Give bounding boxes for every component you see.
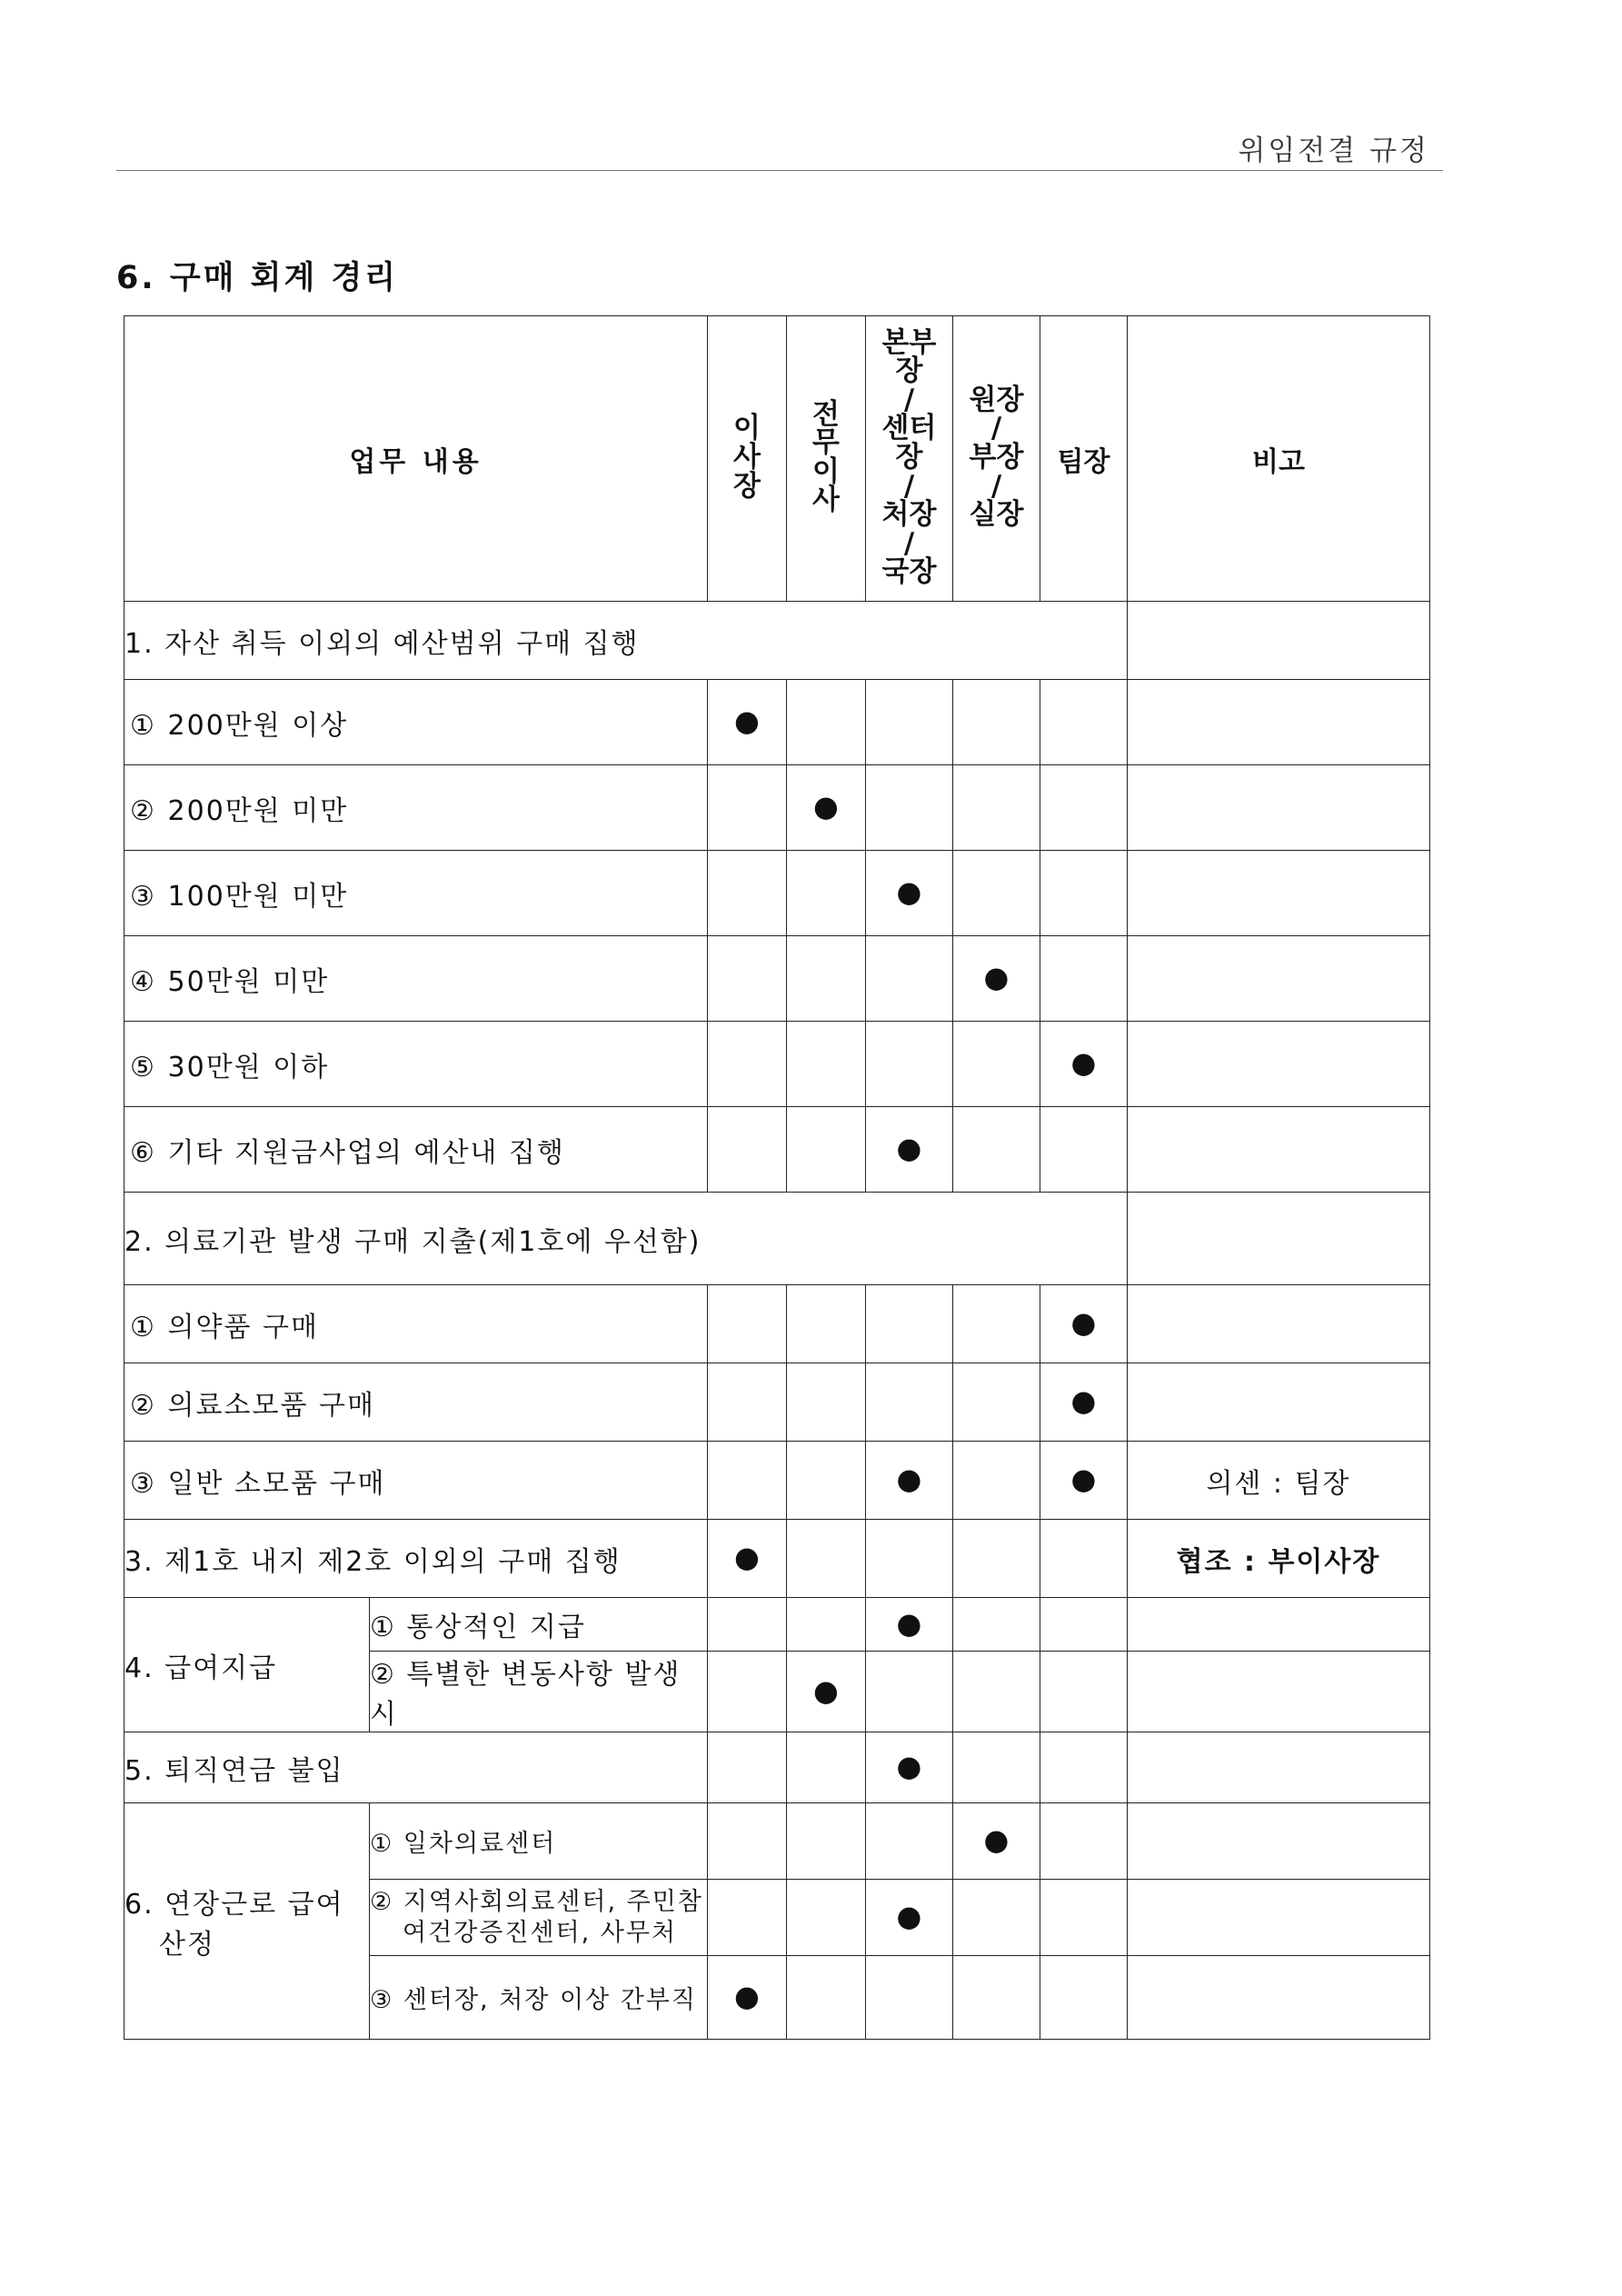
row-label: ⑤ 30만원 이하 bbox=[124, 1022, 708, 1107]
note-cell: 의센 : 팀장 bbox=[1128, 1442, 1430, 1520]
approval-mark: ● bbox=[866, 1732, 953, 1803]
note-cell: 협조 : 부이사장 bbox=[1128, 1520, 1430, 1598]
group-5-label: 5. 퇴직연금 불입 bbox=[124, 1732, 708, 1803]
table-row bbox=[124, 1193, 1430, 1285]
table-row bbox=[124, 1598, 1430, 1652]
header-divider bbox=[116, 170, 1443, 171]
table-row bbox=[124, 1107, 1430, 1193]
approval-mark: ● bbox=[866, 1107, 953, 1193]
approval-mark: ● bbox=[1040, 1022, 1128, 1107]
approval-mark: ● bbox=[866, 1880, 953, 1956]
table-header-row bbox=[124, 316, 1430, 602]
table-row bbox=[124, 765, 1430, 851]
table-row bbox=[124, 1520, 1430, 1598]
delegation-table bbox=[124, 315, 1430, 2040]
header-task: 업무 내용 bbox=[124, 316, 708, 602]
row-label: ① 의약품 구매 bbox=[124, 1285, 708, 1363]
table-row bbox=[124, 851, 1430, 936]
section-title: 6. 구매 회계 경리 bbox=[116, 260, 399, 296]
header-chairman: 이 사 장 bbox=[708, 316, 787, 602]
row-label: ③ 100만원 미만 bbox=[124, 851, 708, 936]
approval-mark: ● bbox=[953, 1803, 1040, 1880]
approval-mark: ● bbox=[953, 936, 1040, 1022]
header-director: 원장 / 부장 / 실장 bbox=[953, 316, 1040, 602]
group-2-label: 2. 의료기관 발생 구매 지출(제1호에 우선함) bbox=[124, 1193, 1128, 1285]
row-label: ② 지역사회의료센터, 주민참 여건강증진센터, 사무처 bbox=[370, 1880, 708, 1956]
table-row bbox=[124, 1022, 1430, 1107]
running-header-title: 위임전결 규정 bbox=[1238, 135, 1429, 167]
row-label: ⑥ 기타 지원금사업의 예산내 집행 bbox=[124, 1107, 708, 1193]
row-label: ④ 50만원 미만 bbox=[124, 936, 708, 1022]
group-3-label: 3. 제1호 내지 제2호 이외의 구매 집행 bbox=[124, 1520, 708, 1598]
table-row bbox=[124, 680, 1430, 765]
group-1-label: 1. 자산 취득 이외의 예산범위 구매 집행 bbox=[124, 602, 1128, 680]
table-row bbox=[124, 1363, 1430, 1442]
approval-mark: ● bbox=[866, 1598, 953, 1652]
approval-mark: ● bbox=[787, 765, 866, 851]
approval-mark: ● bbox=[1040, 1442, 1128, 1520]
approval-mark: ● bbox=[787, 1652, 866, 1732]
table-row bbox=[124, 602, 1430, 680]
row-label: ② 특별한 변동사항 발생시 bbox=[370, 1652, 708, 1732]
row-label: ③ 센터장, 처장 이상 간부직 bbox=[370, 1956, 708, 2040]
table-row bbox=[124, 1732, 1430, 1803]
row-label: ① 일차의료센터 bbox=[370, 1803, 708, 1880]
note-cell bbox=[1128, 1193, 1430, 1285]
header-team-lead: 팀장 bbox=[1040, 316, 1128, 602]
group-4-label: 4. 급여지급 bbox=[124, 1598, 370, 1732]
header-note: 비고 bbox=[1128, 316, 1430, 602]
row-label: ② 200만원 미만 bbox=[124, 765, 708, 851]
approval-mark: ● bbox=[866, 851, 953, 936]
approval-mark: ● bbox=[1040, 1363, 1128, 1442]
approval-mark: ● bbox=[708, 1520, 787, 1598]
approval-mark: ● bbox=[866, 1442, 953, 1520]
approval-mark: ● bbox=[708, 1956, 787, 2040]
row-label: ① 통상적인 지급 bbox=[370, 1598, 708, 1652]
group-6-label: 6. 연장근로 급여 산정 bbox=[124, 1803, 370, 2040]
table-row bbox=[124, 936, 1430, 1022]
table-row bbox=[124, 1442, 1430, 1520]
row-label: ③ 일반 소모품 구매 bbox=[124, 1442, 708, 1520]
row-label: ① 200만원 이상 bbox=[124, 680, 708, 765]
row-label: ② 의료소모품 구매 bbox=[124, 1363, 708, 1442]
header-division-head: 본부 장 / 센터 장 / 처장 / 국장 bbox=[866, 316, 953, 602]
header-executive-director: 전 무 이 사 bbox=[787, 316, 866, 602]
approval-mark: ● bbox=[1040, 1285, 1128, 1363]
table-row bbox=[124, 1285, 1430, 1363]
note-cell bbox=[1128, 602, 1430, 680]
table-row bbox=[124, 1803, 1430, 1880]
approval-mark: ● bbox=[708, 680, 787, 765]
